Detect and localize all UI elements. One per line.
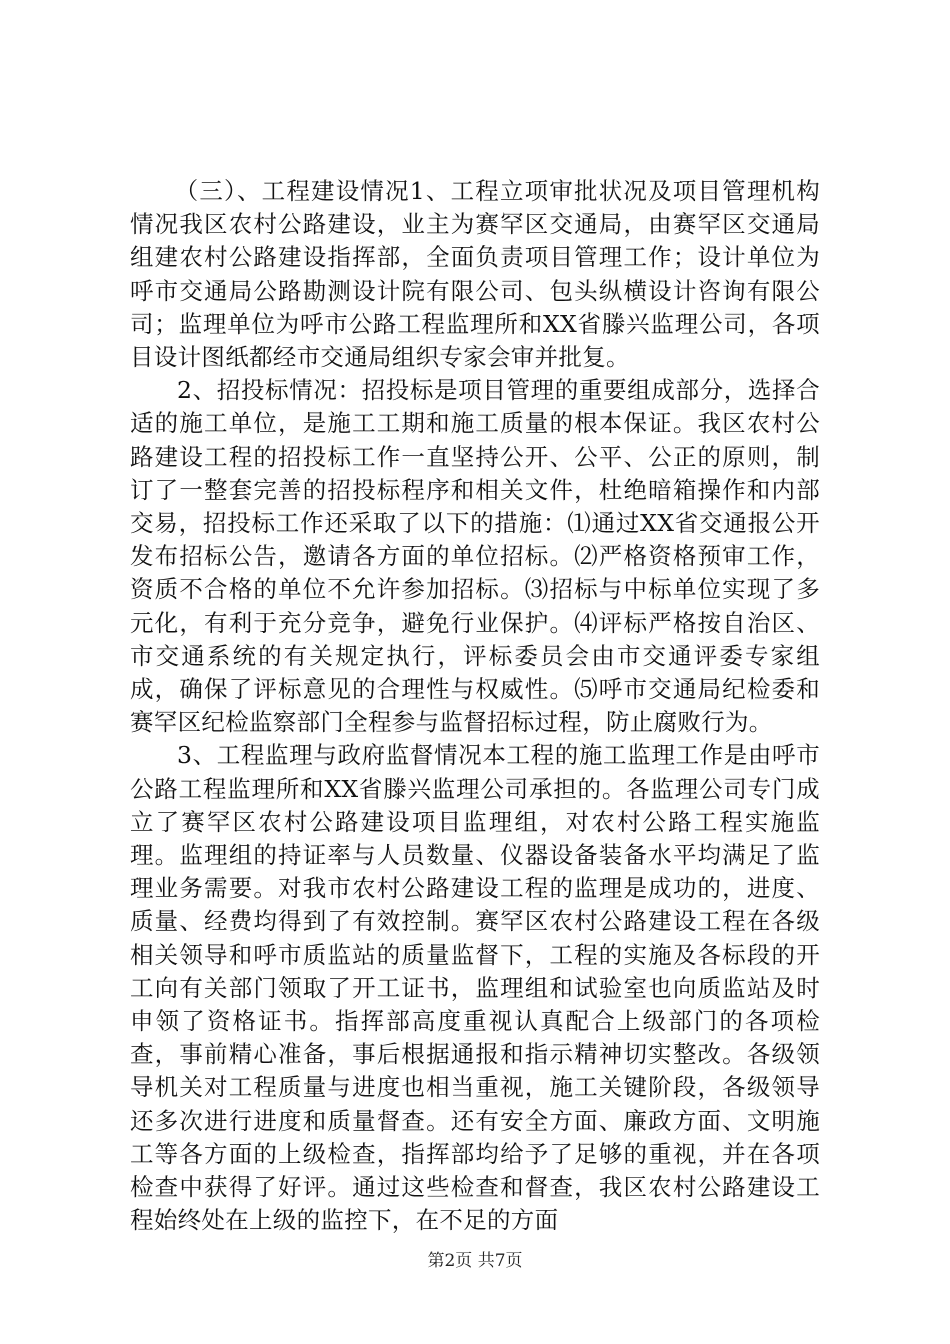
paragraph-supervision: 3、工程监理与政府监督情况本工程的施工监理工作是由呼市公路工程监理所和XX省滕兴监理公司承担的。各监理公司专门成立了赛罕区农村公路建设项目监理组，对农村公路工程实施监理。监理组的持证率与人员数量、仪器设备装备水平均满足了监理业务需要。对我市农村公路建设工程的监理是成功的，进度、质量、经费均得到了有效控制。赛罕区农村公路建设工程在各级相关领导和呼市质监站的质量监督下，工程的实施及各标段的开工向有关部门领取了开工证书，监理组和试验室也向质监站及时申领了资格证书。指挥部高度重视认真配合上级部门的各项检查，事前精心准备，事后根据通报和指示精神切实整改。各级领导机关对工程质量与进度也相当重视，施工关键阶段，各级领导还多次进行进度和质量督查。还有安全方面、廉政方面、文明施工等各方面的上级检查，指挥部均给予了足够的重视，并在各项检查中获得了好评。通过这些检查和督查，我区农村公路建设工程始终处在上级的监控下，在不足的方面	[130, 741, 820, 1235]
paragraph-construction-overview: （三）、工程建设情况1、工程立项审批状况及项目管理机构情况我区农村公路建设，业主为赛罕区交通局，由赛罕区交通局组建农村公路建设指挥部，全面负责项目管理工作；设计单位为呼市交通局公路勘测设计院有限公司、包头纵横设计咨询有限公司；监理单位为呼市公路工程监理所和XX省滕兴监理公司，各项目设计图纸都经市交通局组织专家会审并批复。	[130, 177, 820, 372]
paragraph-bidding: 2、招投标情况：招投标是项目管理的重要组成部分，选择合适的施工单位，是施工工期和施工质量的根本保证。我区农村公路建设工程的招投标工作一直坚持公开、公平、公正的原则，制订了一整套完善的招投标程序和相关文件，杜绝暗箱操作和内部交易，招投标工作还采取了以下的措施：⑴通过XX省交通报公开发布招标公告，邀请各方面的单位招标。⑵严格资格预审工作，资质不合格的单位不允许参加招标。⑶招标与中标单位实现了多元化，有利于充分竞争，避免行业保护。⑷评标严格按自治区、市交通系统的有关规定执行，评标委员会由市交通评委专家组成，确保了评标意见的合理性与权威性。⑸呼市交通局纪检委和赛罕区纪检监察部门全程参与监督招标过程，防止腐败行为。	[130, 376, 820, 737]
page-number-footer: 第2页 共7页	[427, 1251, 523, 1271]
document-body	[130, 175, 820, 1238]
